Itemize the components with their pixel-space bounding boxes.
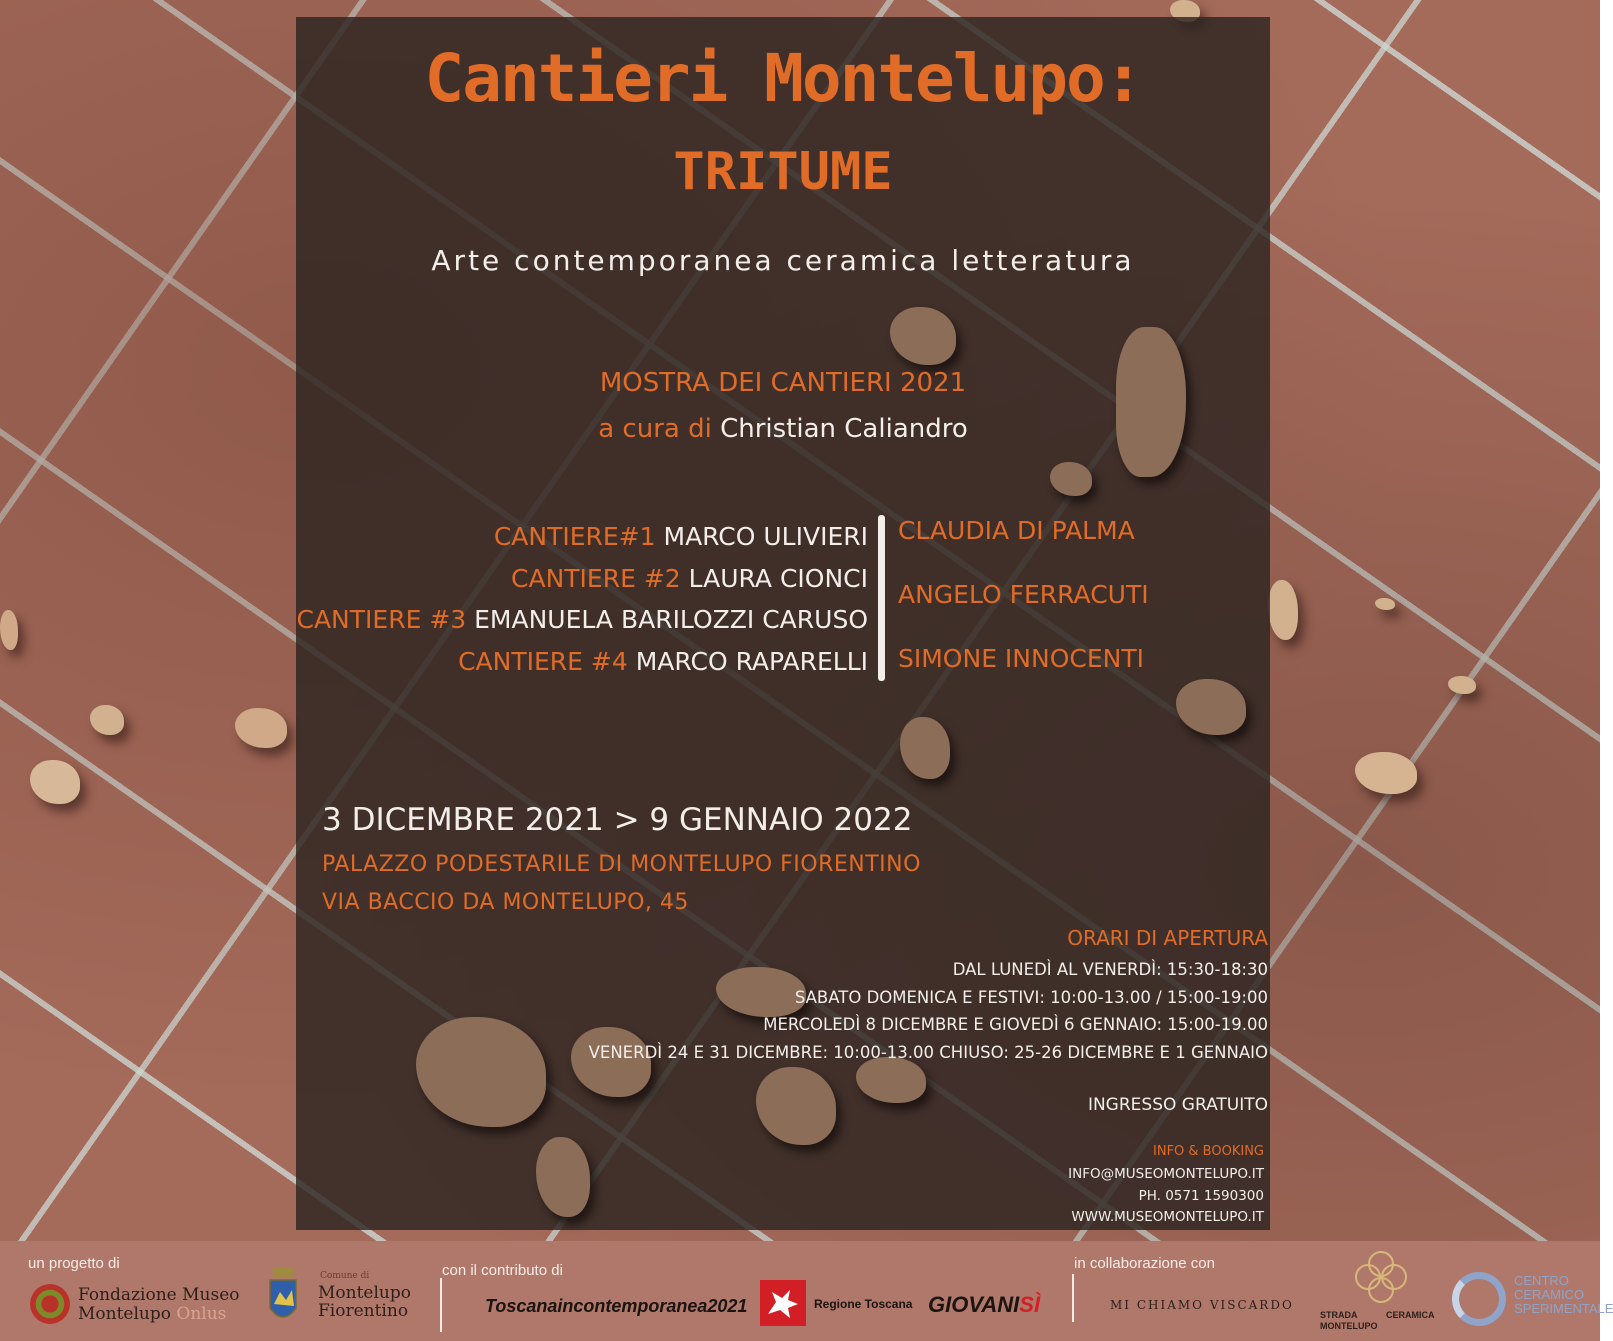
cantiere-row [296, 558, 868, 600]
pebble [1448, 676, 1476, 694]
writer-name: ANGELO FERRACUTI [898, 580, 1149, 609]
pebble [1176, 679, 1246, 735]
cantiere-label: CANTIERE #2 [511, 563, 681, 593]
collaboration-label: in collaborazione con [1074, 1255, 1215, 1272]
centro-logo-1: CENTRO [1514, 1273, 1569, 1288]
pebble [1355, 752, 1417, 794]
hours-line: DAL LUNEDÌ AL VENERDÌ: 15:30-18:30 [952, 960, 1268, 979]
giovanisi-logo [928, 1292, 1040, 1318]
info-booking [1068, 1144, 1264, 1231]
pebble [235, 708, 287, 748]
project-label: un progetto di [28, 1255, 120, 1272]
fondazione-logo-line2 [78, 1304, 226, 1324]
strada-logo-c: CERAMICA [1386, 1310, 1435, 1320]
poster-subtitle: TRITUME [673, 142, 893, 202]
info-phone: PH. 0571 1590300 [1138, 1187, 1264, 1204]
centro-logo-3: SPERIMENTALE [1514, 1301, 1613, 1316]
pebble [0, 610, 18, 650]
info-email[interactable]: INFO@MUSEOMONTELUPO.IT [1068, 1166, 1264, 1182]
cantiere-row [296, 599, 868, 641]
toscana-contemporanea-logo: Toscanaincontemporanea2021 [485, 1296, 748, 1316]
poster-title: Cantieri Montelupo: [424, 40, 1142, 117]
hours-title: ORARI DI APERTURA [1067, 926, 1268, 950]
strada-logo-b: MONTELUPO [1320, 1321, 1378, 1331]
comune-logo-small: Comune di [320, 1271, 370, 1281]
cantiere-label: CANTIERE#1 [493, 522, 656, 551]
cantieri-list [296, 516, 868, 682]
cantiere-label: CANTIERE #4 [458, 646, 628, 676]
cantiere-artist: EMANUELA BARILOZZI CARUSO [474, 605, 868, 634]
venue-address: VIA BACCIO DA MONTELUPO, 45 [322, 890, 689, 915]
cantiere-artist: LAURA CIONCI [688, 563, 868, 593]
cantiere-row [296, 641, 868, 683]
comune-logo-line1: Montelupo [318, 1283, 411, 1303]
cantiere-artist: MARCO RAPARELLI [635, 646, 868, 676]
regione-toscana-pegasus-icon [760, 1280, 806, 1326]
writer-name: SIMONE INNOCENTI [898, 644, 1144, 673]
vertical-divider [878, 515, 885, 681]
info-title: INFO & BOOKING [1153, 1144, 1264, 1159]
comune-logo-line2: Fiorentino [318, 1301, 409, 1321]
pebble [900, 717, 950, 779]
pebble [536, 1137, 590, 1217]
fondazione-logo-icon [30, 1284, 70, 1324]
comune-crest-icon [268, 1268, 298, 1328]
info-website[interactable]: WWW.MUSEOMONTELUPO.IT [1071, 1209, 1264, 1225]
strada-logo-a: STRADA [1320, 1310, 1358, 1320]
fondazione-logo-montelupo: Montelupo [78, 1304, 171, 1324]
opening-hours [589, 926, 1268, 1135]
footer-divider [440, 1278, 442, 1332]
writer-name: CLAUDIA DI PALMA [898, 516, 1135, 545]
hours-line: SABATO DOMENICA E FESTIVI: 10:00-13.00 / 15:00-19:00 [794, 987, 1268, 1007]
giovanisi-logo-b: SÌ [1019, 1292, 1041, 1317]
pebble [1375, 598, 1395, 610]
centro-logo-2: CERAMICO [1514, 1287, 1585, 1302]
centro-ceramico-ring-icon [1452, 1272, 1506, 1326]
pebble [1116, 327, 1186, 477]
fondazione-logo-line1: Fondazione Museo [78, 1285, 240, 1305]
admission-info: INGRESSO GRATUITO [1087, 1095, 1268, 1115]
hours-line: MERCOLEDÌ 8 DICEMBRE E GIOVEDÌ 6 GENNAIO: 15:00-19.00 [763, 1015, 1268, 1034]
contribution-label: con il contributo di [442, 1262, 563, 1279]
pebble [416, 1017, 546, 1127]
pebble [1268, 580, 1298, 640]
curator-prefix: a cura di [598, 414, 712, 444]
curator-line [296, 414, 1270, 444]
exhibition-dates: 3 DICEMBRE 2021 > 9 GENNAIO 2022 [322, 802, 913, 838]
fondazione-logo-onlus: Onlus [176, 1304, 227, 1324]
tagline: Arte contemporanea ceramica letteratura [431, 244, 1135, 277]
pebble [90, 705, 124, 735]
strada-ceramica-emblem-icon [1348, 1244, 1414, 1310]
writers-list [898, 516, 1149, 708]
viscardo-logo: MI CHIAMO VISCARDO [1110, 1298, 1294, 1312]
regione-toscana-logo: Regione Toscana [814, 1297, 913, 1311]
pebble [890, 307, 956, 365]
footer-divider [1072, 1274, 1074, 1322]
curator-name: Christian Caliandro [720, 414, 968, 444]
cantiere-label: CANTIERE #3 [296, 605, 467, 634]
exhibition-name: MOSTRA DEI CANTIERI 2021 [599, 368, 967, 398]
pebble [30, 760, 80, 804]
giovanisi-logo-a: GIOVANI [928, 1292, 1020, 1317]
hours-line: VENERDÌ 24 E 31 DICEMBRE: 10:00-13.00 CHIUSO: 25-26 DICEMBRE E 1 GENNAIO [588, 1042, 1268, 1062]
pebble [1050, 462, 1092, 496]
venue-name: PALAZZO PODESTARILE DI MONTELUPO FIORENTINO [322, 852, 921, 877]
cantiere-row [296, 516, 868, 558]
cantiere-artist: MARCO ULIVIERI [663, 522, 868, 551]
